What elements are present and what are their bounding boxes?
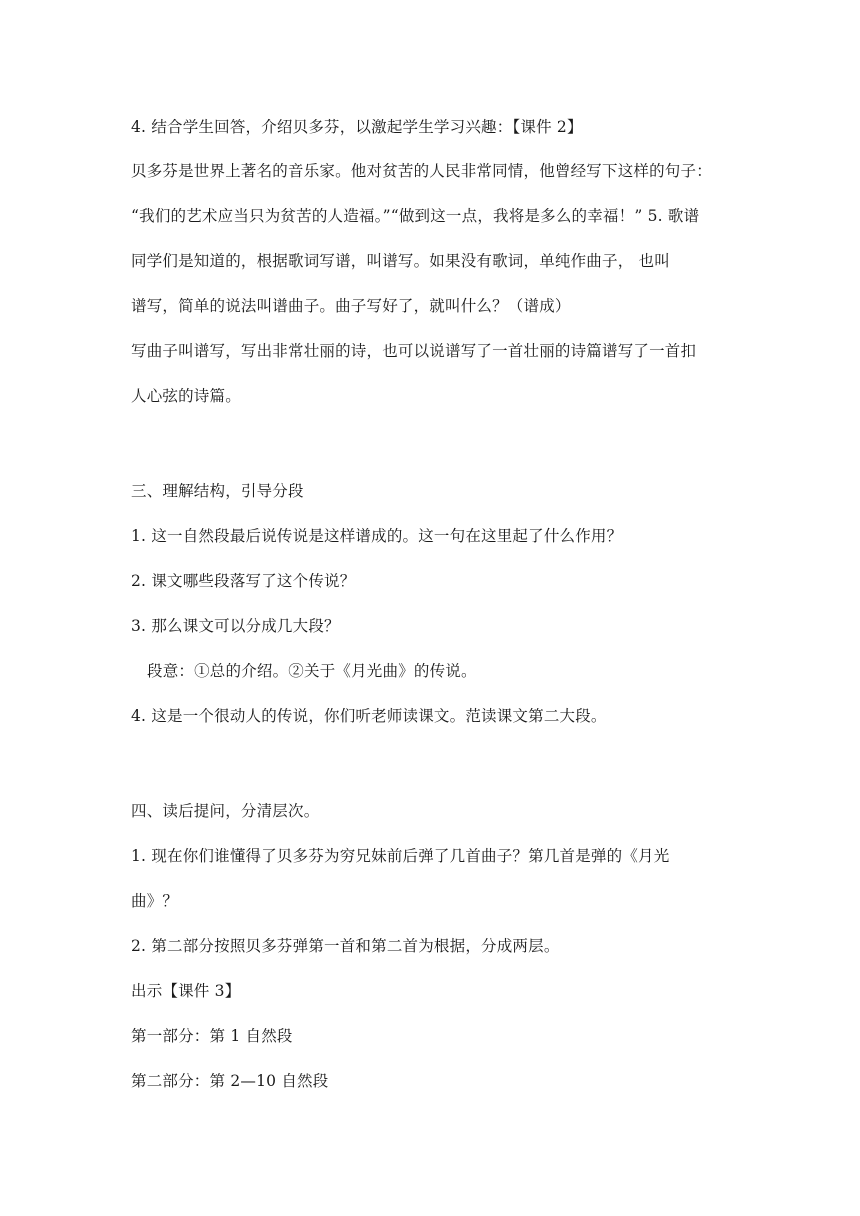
text-line: 段意：①总的介绍。②关于《月光曲》的传说。 <box>147 662 477 680</box>
text-line: 1. 现在你们谁懂得了贝多芬为穷兄妹前后弹了几首曲子？第几首是弹的《月光 <box>131 847 670 865</box>
text-line: 出示【课件 3】 <box>131 982 241 1000</box>
text-line: 同学们是知道的，根据歌词写谱，叫谱写。如果没有歌词，单纯作曲子， 也叫 <box>131 252 670 270</box>
text-line: 2. 课文哪些段落写了这个传说？ <box>131 572 356 590</box>
text-line: 1. 这一自然段最后说传说是这样谱成的。这一句在这里起了什么作用？ <box>131 527 623 545</box>
text-line: 第一部分：第 1 自然段 <box>131 1027 293 1045</box>
text-line: 2. 第二部分按照贝多芬弹第一首和第二首为根据，分成两层。 <box>131 937 560 955</box>
section-heading: 四、读后提问，分清层次。 <box>131 802 320 820</box>
text-line: 4. 结合学生回答，介绍贝多芬，以激起学生学习兴趣：【课件 2】 <box>131 118 583 136</box>
text-line: “我们的艺术应当只为贫苦的人造福。”“做到这一点，我将是多么的幸福！” 5. 歌谱 <box>131 207 700 225</box>
text-line: 4. 这是一个很动人的传说，你们听老师读课文。范读课文第二大段。 <box>131 707 607 725</box>
text-line: 第二部分：第 2—10 自然段 <box>131 1072 329 1090</box>
section-heading: 三、理解结构，引导分段 <box>131 482 304 500</box>
text-line: 写曲子叫谱写，写出非常壮丽的诗，也可以说谱写了一首壮丽的诗篇谱写了一首扣 <box>131 342 697 360</box>
text-line: 3. 那么课文可以分成几大段？ <box>131 617 340 635</box>
text-line: 贝多芬是世界上著名的音乐家。他对贫苦的人民非常同情，他曾经写下这样的句子： <box>131 162 712 180</box>
text-line: 人心弦的诗篇。 <box>131 387 241 405</box>
text-line: 谱写，简单的说法叫谱曲子。曲子写好了，就叫什么？（谱成） <box>131 297 571 315</box>
text-line: 曲》？ <box>131 892 179 910</box>
